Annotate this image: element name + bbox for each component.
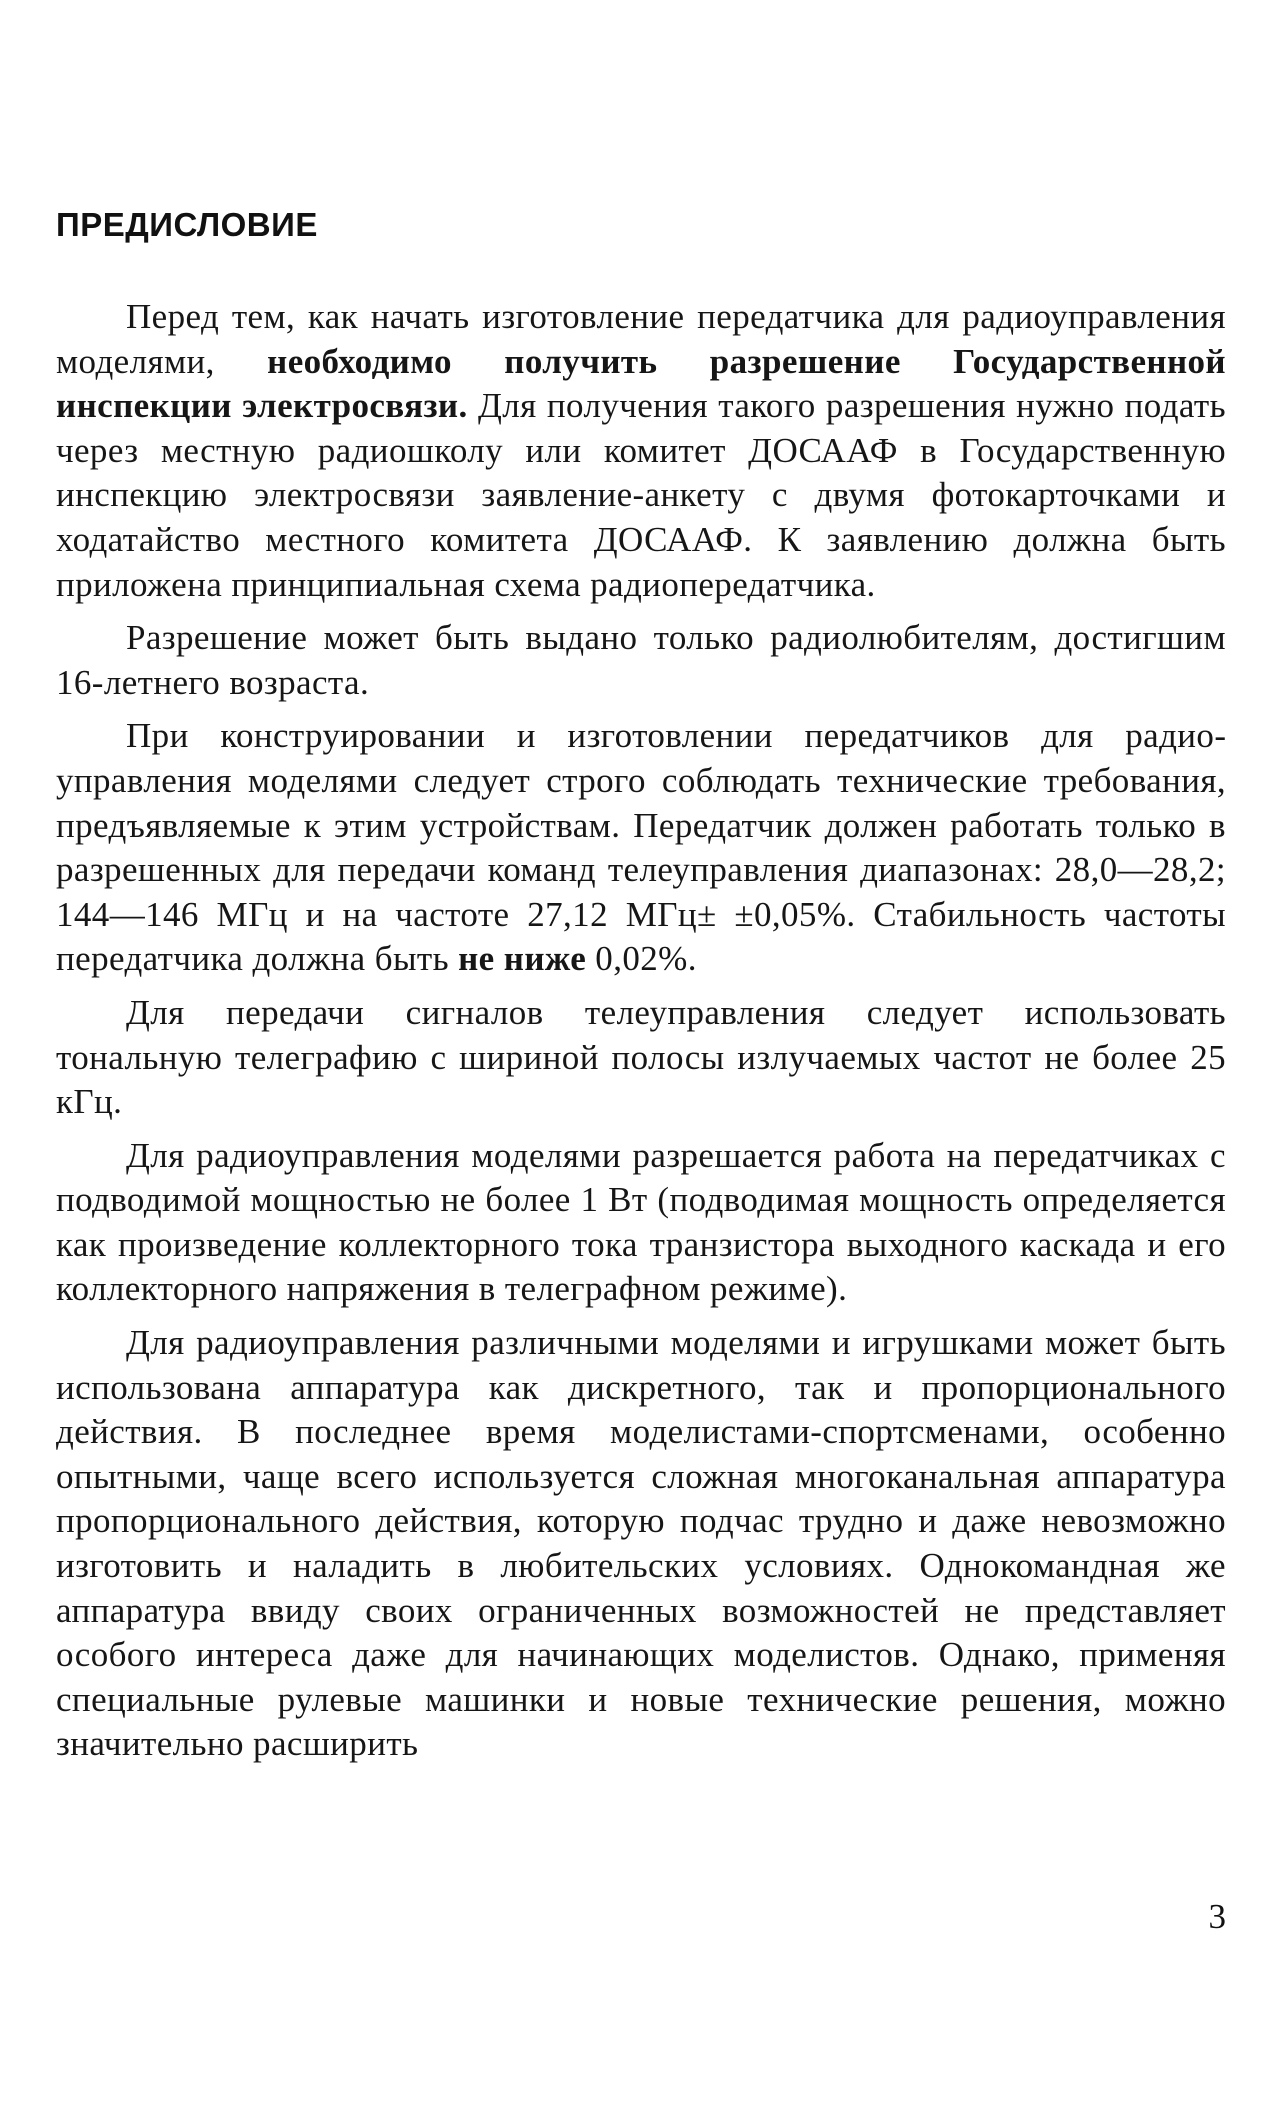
paragraph-text: При конструировании и изготовлении передатчиков для радиоуправления моделями следует строго соблюдать технические требования, предъявляемые к этим устройствам. Передатчик должен работать только в разрешенных для передачи команд телеуправления диапазонах: 28,0—28,2; 144—146 МГц и на частоте 27,12 МГц± ±0,05%. Стабильность частоты передатчика должна быть — [56, 716, 1226, 979]
body-text — [56, 295, 1226, 1776]
emphasis-text: не ниже — [458, 939, 587, 979]
paragraph-age: Разрешение может быть выдано только радиолюбителям, достигшим 16-летнего возраста. — [56, 618, 1226, 702]
paragraph-text: Для получения такого разрешения нужно подать через местную радиошколу или комитет ДОСААФ в Государственную инспекцию электросвязи заявление-анкету с двумя фотокарточками и ходатайство местного комитета ДОСААФ. К заявлению должна быть приложена принципиальная схема радиопередатчика. — [56, 386, 1226, 604]
page-number: 3 — [1208, 1897, 1226, 1936]
paragraph-equipment: Для радиоуправления различными моделями и игрушками может быть использована аппаратура как дискретного, так и пропорционального действия. В последнее время моделистами-спортсменами, особенно опытными, чаще всего используется сложная многоканальная аппаратура пропорционального действия, которую подчас трудно и даже невозможно изготовить и наладить в любительских условиях. Однокомандная же аппаратура ввиду своих ограниченных возможностей не представляет особого интереса даже для начинающих моделистов. Однако, применяя специальные рулевые машинки и новые технические решения, можно значительно расширить — [56, 1323, 1226, 1764]
paragraph-frequency — [56, 714, 1226, 982]
paragraph-bandwidth: Для передачи сигналов телеуправления следует использовать тональную телеграфию с шириной полосы излучаемых частот не более 25 кГц. — [56, 992, 1226, 1122]
paragraph-text: 0,02%. — [586, 939, 697, 979]
emphasis-text: необходимо получить разрешение Государственной инспекции электросвязи. — [56, 341, 1226, 426]
paragraph-power: Для радиоуправления моделями разрешается работа на передатчиках с подводимой мощностью не более 1 Вт (подводимая мощность определяется как произведение коллекторного тока транзистора выходного каскада и его коллекторного напряжения в телеграфном режиме). — [56, 1135, 1226, 1309]
section-heading: ПРЕДИСЛОВИЕ — [56, 206, 318, 243]
paragraph-permission — [56, 295, 1226, 607]
book-page — [56, 0, 1226, 2116]
paragraph-text: Перед тем, как начать изготовление передатчика для радиоуправления моделями, — [56, 297, 1226, 381]
